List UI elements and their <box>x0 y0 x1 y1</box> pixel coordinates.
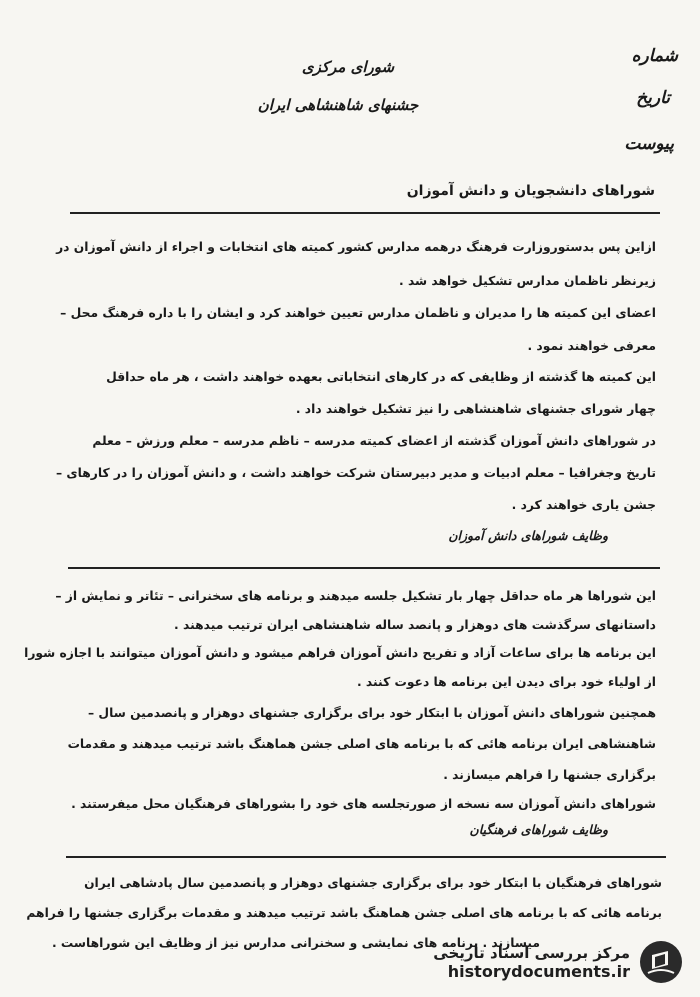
text-line: این برنامه ها برای ساعات آزاد و تفریح دانش آموزان فراهم میشود و دانش آموزان میتوانند با اجازه شورا <box>24 646 656 660</box>
number-label: شماره <box>631 46 678 66</box>
section-heading: وظایف شوراهای دانش آموزان <box>448 528 608 543</box>
divider <box>68 567 660 569</box>
text-line: چهار شورای جشنهای شاهنشاهی را نیز تشکیل خواهند داد . <box>295 402 656 416</box>
text-line: میسازند . برنامه های نمایشی و سخنرانی مدارس نیز از وظایف این شوراهاست . <box>51 936 540 950</box>
divider <box>66 856 666 858</box>
text-line: شاهنشاهی ایران برنامه هائی که با برنامه های اصلی جشن هماهنگ باشد ترتیب میدهند و مقدمات <box>67 737 656 751</box>
text-line: شوراهای فرهنگیان با ابتکار خود برای برگزاری جشنهای دوهزار و پانصدمین سال پادشاهی ایران <box>84 876 662 890</box>
text-line: داستانهای سرگذشت های دوهزار و پانصد ساله شاهنشاهی ایران ترتیب میدهند . <box>174 618 656 632</box>
text-line: این کمیته ها گذشته از وظایفی که در کارهای انتخاباتی بعهده خواهند داشت ، هر ماه حداقل <box>106 370 656 384</box>
text-line: جشن یاری خواهند کرد . <box>511 498 656 512</box>
org-subtitle: جشنهای شاهنشاهی ایران <box>257 96 419 114</box>
attachment-label: پیوست <box>624 134 674 154</box>
text-line: معرفی خواهند نمود . <box>527 339 656 353</box>
section-heading: وظایف شوراهای فرهنگیان <box>469 822 608 837</box>
text-line: ازاین پس بدستوروزارت فرهنگ درهمه مدارس کشور کمیته های انتخابات و اجراء از دانش آموزان در <box>56 240 656 254</box>
divider <box>70 212 660 214</box>
text-line: از اولیاء خود برای دیدن این برنامه ها دعوت کنند . <box>356 675 656 689</box>
archive-logo-icon <box>638 939 684 985</box>
text-line: شوراهای دانش آموزان سه نسخه از صورتجلسه های خود را بشوراهای فرهنگیان محل میفرستند . <box>71 797 656 811</box>
text-line: این شوراها هر ماه حداقل چهار بار تشکیل جلسه میدهند و برنامه های سخنرانی – تئاتر و نمایش از – <box>55 589 656 603</box>
text-line: تاریخ وجغرافیا – معلم ادبیات و مدیر دبیرستان شرکت خواهند داشت ، و دانش آموزان را در کارهای – <box>55 466 656 480</box>
org-name: شورای مرکزی <box>301 58 395 76</box>
text-line: در شوراهای دانش آموزان گذشته از اعضای کمیته مدرسه – ناظم مدرسه – معلم ورزش – معلم <box>92 434 656 448</box>
text-line: اعضای این کمیته ها را مدیران و ناظمان مدارس تعیین خواهند کرد و ایشان را با داره فرهنگ محل – <box>60 306 656 320</box>
text-line: زیرنظر ناظمان مدارس تشکیل خواهد شد . <box>399 274 656 288</box>
watermark <box>433 939 684 985</box>
text-line: برنامه هائی که با برنامه های اصلی جشن هماهنگ باشد ترتیب میدهند و مقدمات برگزاری جشنها را فراهم <box>26 906 662 920</box>
text-line: همچنین شوراهای دانش آموزان با ابتکار خود برای برگزاری جشنهای دوهزار و پانصدمین سال – <box>87 706 656 720</box>
date-label: تاریخ <box>636 88 670 108</box>
watermark-url: historydocuments.ir <box>447 961 630 981</box>
watermark-title: مرکز بررسی اسناد تاریخی <box>433 943 630 962</box>
document-title: شوراهای دانشجویان و دانش آموزان <box>406 183 655 199</box>
text-line: برگزاری جشنها را فراهم میسازند . <box>443 768 656 782</box>
